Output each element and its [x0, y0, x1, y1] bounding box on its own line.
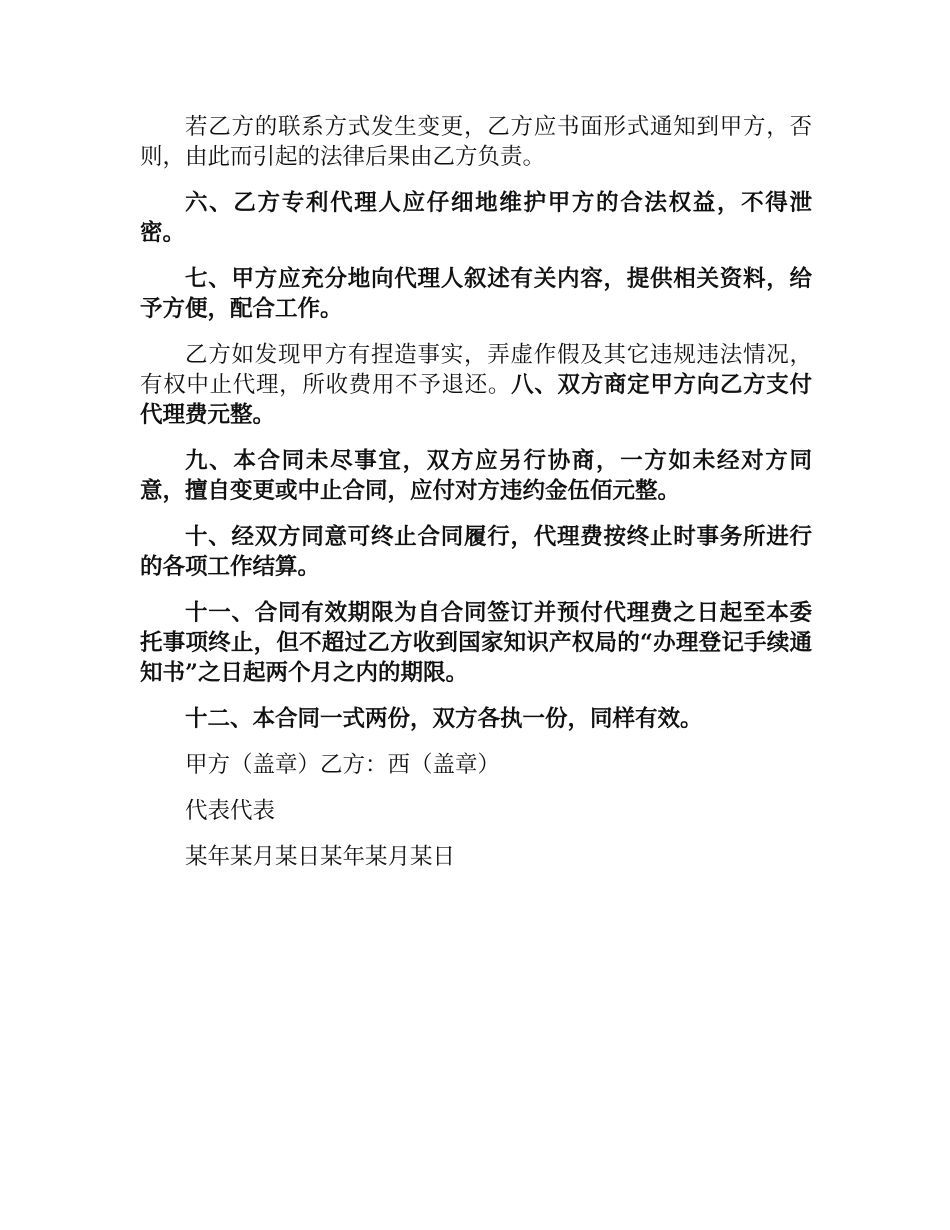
clause-twelve: 十二、本合同一式两份，双方各执一份，同样有效。 — [185, 706, 703, 732]
clause-eight: 八、双方商定甲方向乙方支付代理费元整。 — [140, 372, 812, 428]
clause-ten: 十、经双方同意可终止合同履行，代理费按终止时事务所进行的各项工作结算。 — [140, 524, 812, 580]
contract-page — [140, 112, 812, 888]
signature-parties: 甲方（盖章）乙方：西（盖章） — [185, 752, 501, 778]
signature-dates: 某年某月某日某年某月某日 — [185, 844, 456, 870]
clause-seven: 七、甲方应充分地向代理人叙述有关内容，提供相关资料，给予方便，配合工作。 — [140, 266, 812, 322]
clause-eleven: 十一、合同有效期限为自合同签订并预付代理费之日起至本委托事项终止，但不超过乙方收到国家知识产权局的“办理登记手续通知书”之日起两个月之内的期限。 — [140, 600, 812, 686]
clause-six: 六、乙方专利代理人应仔细地维护甲方的合法权益，不得泄密。 — [140, 190, 812, 246]
fabrication-text: 乙方如发现甲方有捏造事实，弄虚作假及其它违规违法情况，有权中止代理，所收费用不予退还。 — [140, 342, 812, 398]
signature-representatives: 代表代表 — [185, 798, 276, 824]
paragraph-contact-change: 若乙方的联系方式发生变更，乙方应书面形式通知到甲方，否则，由此而引起的法律后果由乙方负责。 — [140, 114, 812, 170]
paragraph-fabrication-and-clause-eight — [140, 340, 812, 430]
clause-nine: 九、本合同未尽事宜，双方应另行协商，一方如未经对方同意，擅自变更或中止合同，应付对方违约金伍佰元整。 — [140, 448, 812, 504]
